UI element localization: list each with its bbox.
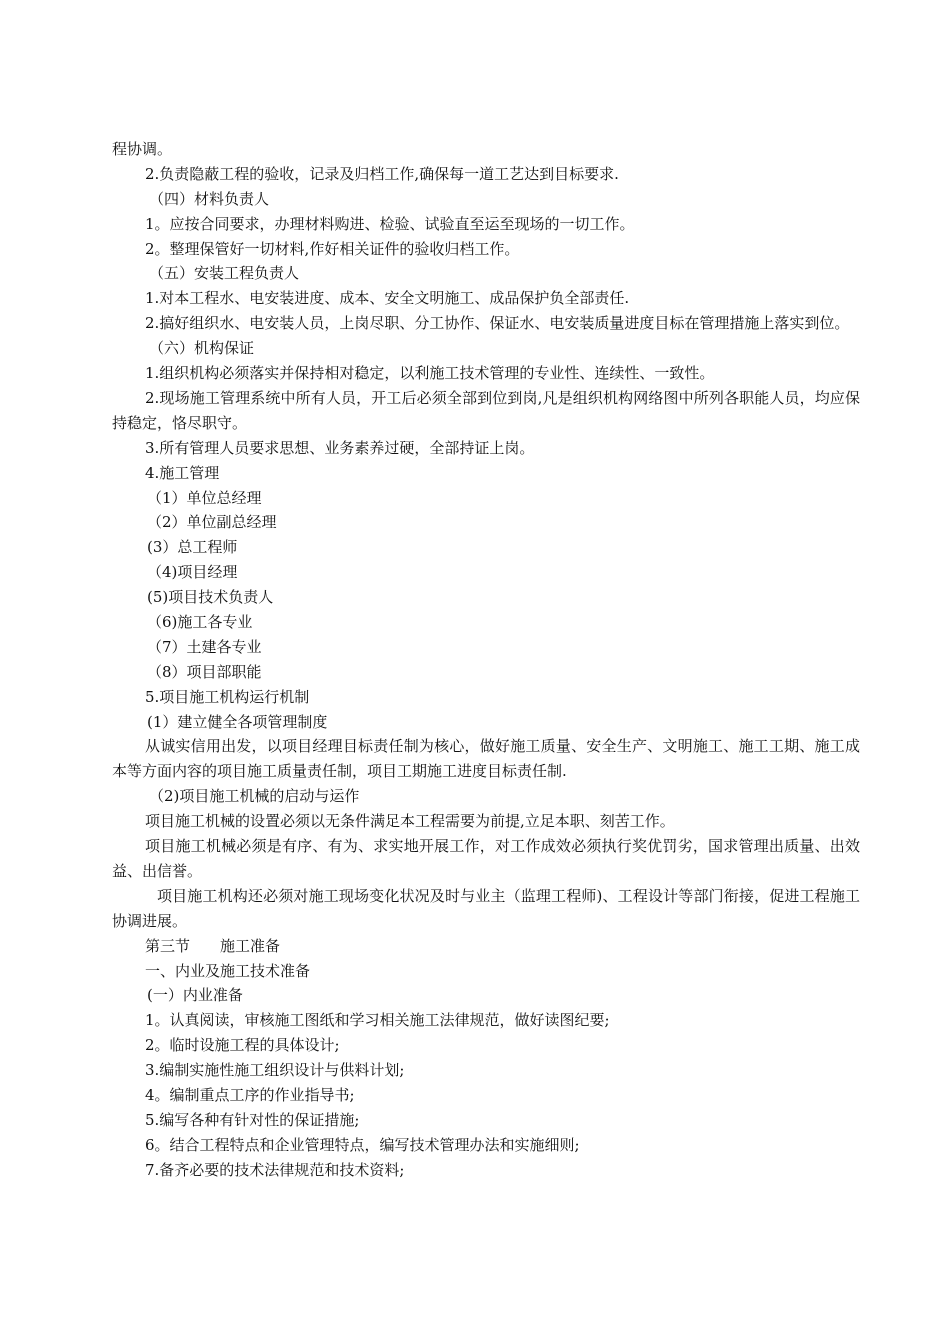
- text-paragraph: 项目施工机构还必须对施工现场变化状况及时与业主（监理工程师)、工程设计等部门衔接，促进工程施工协调进展。: [112, 886, 860, 930]
- list-item: (5)项目技术负责人: [147, 588, 274, 607]
- text-line: 1.对本工程水、电安装进度、成本、安全文明施工、成品保护负全部责任.: [145, 289, 630, 308]
- text-line: 3.编制实施性施工组织设计与供料计划;: [145, 1061, 405, 1080]
- text-line: 2.负责隐蔽工程的验收，记录及归档工作,确保每一道工艺达到目标要求.: [145, 164, 619, 183]
- list-item: （4)项目经理: [147, 563, 238, 582]
- text-line: 4.施工管理: [145, 463, 220, 482]
- text-line: 2。整理保管好一切材料,作好相关证件的验收归档工作。: [145, 239, 520, 258]
- text-line: 6。结合工程特点和企业管理特点，编写技术管理办法和实施细则;: [145, 1135, 580, 1154]
- text-line: 7.备齐必要的技术法律规范和技术资料;: [145, 1160, 405, 1179]
- text-line: 项目施工机械的设置必须以无条件满足本工程需要为前提,立足本职、刻苦工作。: [145, 812, 675, 831]
- list-item: （6)施工各专业: [147, 612, 253, 631]
- text-line: 1.组织机构必须落实并保持相对稳定，以利施工技术管理的专业性、连续性、一致性。: [145, 364, 715, 383]
- list-item: (3）总工程师: [147, 538, 238, 557]
- text-line: 程协调。: [112, 140, 173, 158]
- list-item: （7）土建各专业: [147, 637, 262, 656]
- section-title: 第三节 施工准备: [145, 936, 281, 955]
- section-heading: （五）安装工程负责人: [149, 264, 300, 283]
- text-line: 3.所有管理人员要求思想、业务素养过硬，全部持证上岗。: [145, 438, 535, 457]
- section-heading: （四）材料负责人: [149, 189, 270, 208]
- text-line: 2。临时设施工程的具体设计;: [145, 1036, 340, 1055]
- text-paragraph: 2.搞好组织水、电安装人员，上岗尽职、分工协作、保证水、电安装质量进度目标在管理措施上落实到位。: [145, 314, 850, 333]
- text-paragraph: 从诚实信用出发，以项目经理目标责任制为核心，做好施工质量、安全生产、文明施工、施工工期、施工成本等方面内容的项目施工质量责任制，项目工期施工进度目标责任制.: [112, 737, 860, 781]
- document-body: [112, 137, 860, 1183]
- list-item: (1）建立健全各项管理制度: [147, 712, 328, 731]
- section-heading: (一）内业准备: [147, 986, 243, 1005]
- list-item: （2)项目施工机械的启动与运作: [149, 787, 360, 806]
- text-paragraph: 2.现场施工管理系统中所有人员，开工后必须全部到位到岗,凡是组织机构网络图中所列各职能人员，均应保持稳定，恪尽职守。: [112, 388, 860, 432]
- section-heading: （六）机构保证: [149, 339, 255, 358]
- text-line: 1。应按合同要求，办理材料购进、检验、试验直至运至现场的一切工作。: [145, 214, 635, 233]
- text-paragraph: 项目施工机械必须是有序、有为、求实地开展工作，对工作成效必须执行奖优罚劣，国求管理出质量、出效益、出信誉。: [112, 837, 860, 880]
- list-item: （2）单位副总经理: [147, 513, 277, 532]
- section-heading: 一、内业及施工技术准备: [145, 961, 311, 980]
- list-item: （1）单位总经理: [147, 488, 262, 507]
- text-line: 1。认真阅读，审核施工图纸和学习相关施工法律规范，做好读图纪要;: [145, 1011, 610, 1030]
- text-line: 5.项目施工机构运行机制: [145, 687, 310, 706]
- text-line: 4。编制重点工序的作业指导书;: [145, 1085, 355, 1104]
- list-item: （8）项目部职能: [147, 662, 262, 681]
- text-line: 5.编写各种有针对性的保证措施;: [145, 1110, 360, 1129]
